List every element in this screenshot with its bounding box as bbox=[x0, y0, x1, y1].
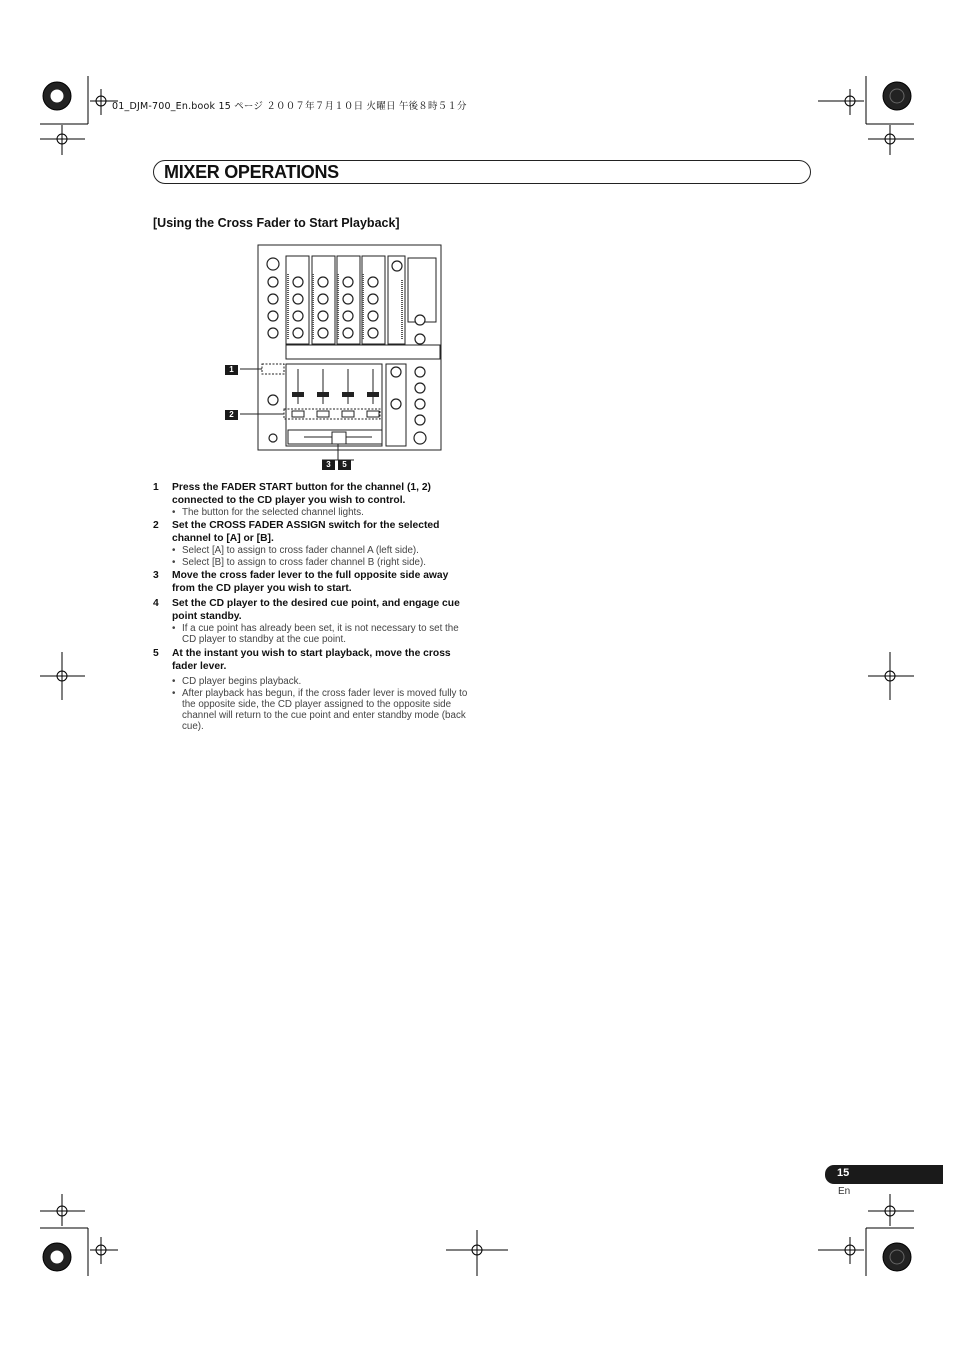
step-2: 2 Set the CROSS FADER ASSIGN switch for the selected channel to [A] or [B]. bbox=[153, 520, 440, 544]
mixer-illustration bbox=[222, 244, 444, 472]
section-title: MIXER OPERATIONS bbox=[164, 162, 339, 182]
step-4-bullet: • If a cue point has already been set, it is not necessary to set the CD player to standby at the cue point. bbox=[172, 623, 473, 645]
print-header-line: 01_DJM-700_En.book 15 ページ ２００７年７月１０日 火曜日 午後８時５１分 bbox=[112, 101, 467, 112]
callout-2: 2 bbox=[225, 410, 238, 420]
section-title-bar bbox=[153, 160, 811, 184]
step-1: 1 Press the FADER START button for the channel (1, 2) connected to the CD player you wish to control. bbox=[153, 482, 431, 506]
step-5-bullet-a: • CD player begins playback. bbox=[172, 676, 473, 687]
step-1-bullet: • The button for the selected channel lights. bbox=[172, 507, 473, 518]
callout-5: 5 bbox=[338, 460, 351, 470]
language-label: En bbox=[838, 1186, 851, 1197]
step-4: 4 Set the CD player to the desired cue point, and engage cue point standby. bbox=[153, 598, 460, 622]
step-2-bullet-a: • Select [A] to assign to cross fader channel A (left side). bbox=[172, 545, 473, 556]
subheading: [Using the Cross Fader to Start Playback] bbox=[153, 216, 400, 230]
step-2-bullet-b: • Select [B] to assign to cross fader channel B (right side). bbox=[172, 557, 473, 568]
page-number-tab bbox=[825, 1165, 943, 1184]
callout-1: 1 bbox=[225, 365, 238, 375]
step-5: 5 At the instant you wish to start playback, move the cross fader lever. bbox=[153, 648, 451, 672]
step-5-bullet-b: • After playback has begun, if the cross fader lever is moved fully to the opposite side, the CD player assigned to the opposite side channel will return to the cue point and enter standby mode (back cue). bbox=[172, 688, 473, 732]
steps-list bbox=[153, 481, 473, 733]
step-3: 3 Move the cross fader lever to the full opposite side away from the CD player you wish to start. bbox=[153, 570, 449, 594]
callout-3: 3 bbox=[322, 460, 335, 470]
page-number: 15 bbox=[837, 1167, 850, 1179]
